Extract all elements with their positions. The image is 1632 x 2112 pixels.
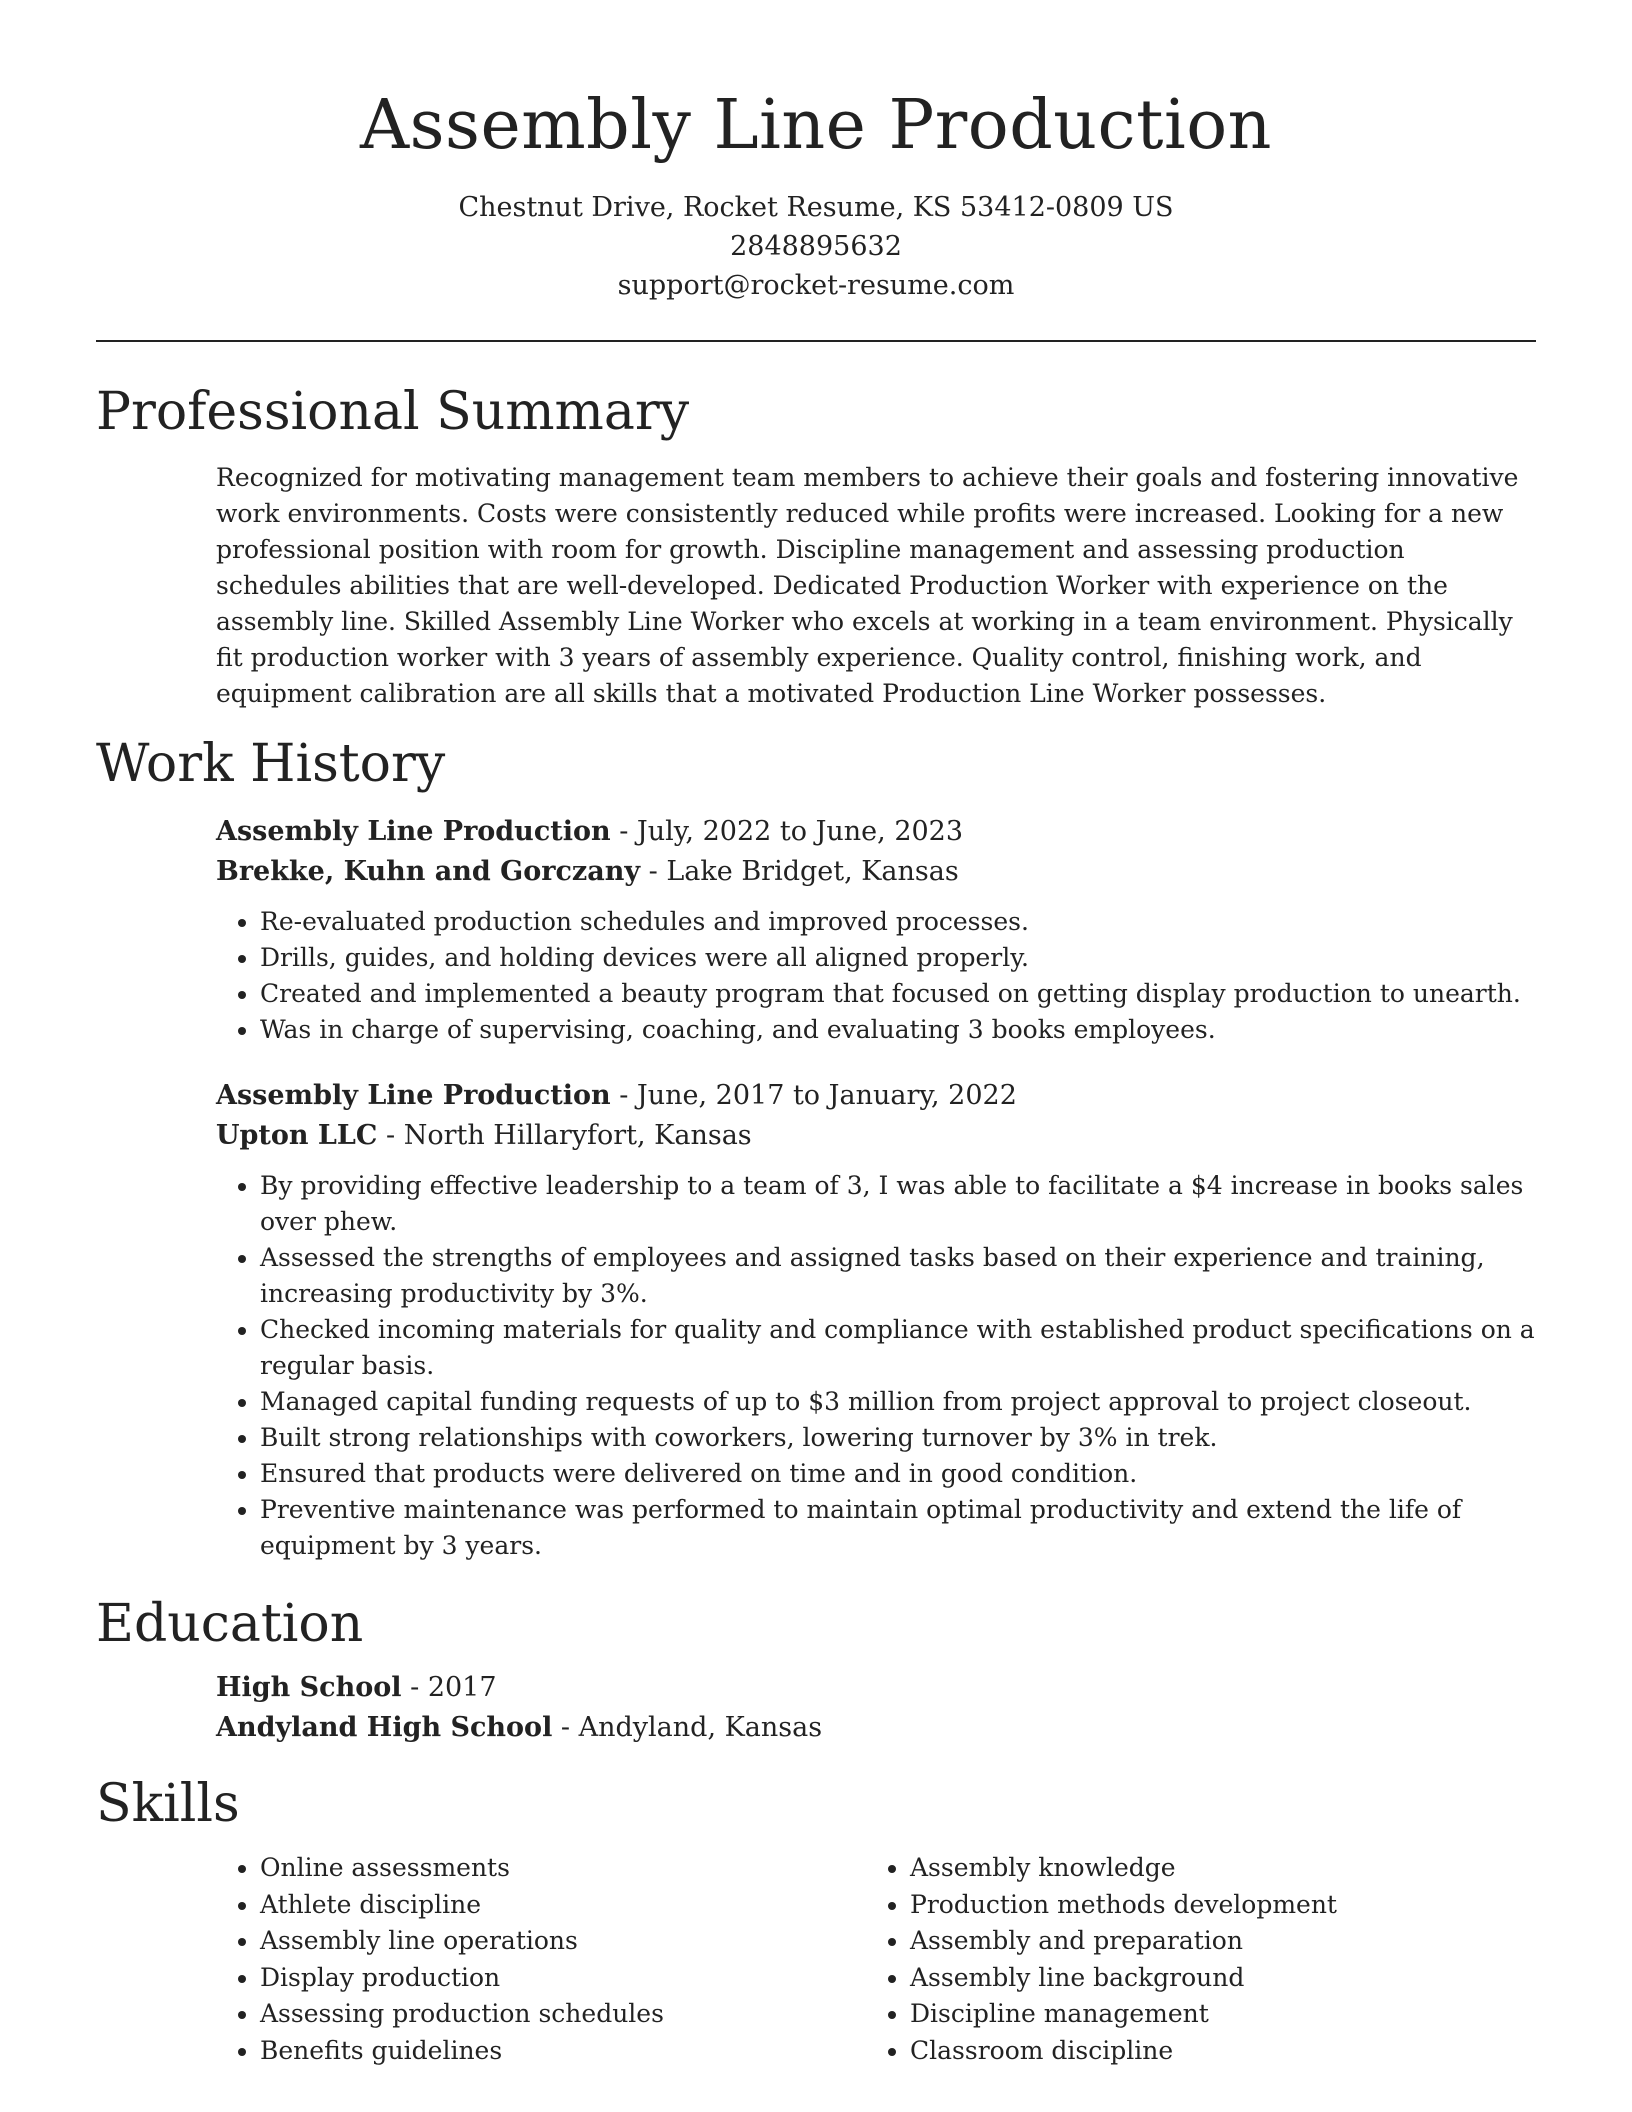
skills-block bbox=[216, 1850, 1536, 2069]
work-history bbox=[216, 812, 1536, 1564]
job-company-line bbox=[216, 1116, 1536, 1156]
education-school: Andyland High School bbox=[216, 1712, 553, 1743]
job-bullet: • Assessed the strengths of employees and assigned tasks based on their experience and training, increasing productivity by 3%. bbox=[260, 1240, 1536, 1312]
section-title-work: Work History bbox=[96, 734, 446, 794]
job-company-line bbox=[216, 852, 1536, 892]
skills-list-right bbox=[866, 1850, 1516, 2069]
skill-item: • Production methods development bbox=[910, 1887, 1516, 1924]
job-bullets bbox=[216, 904, 1536, 1048]
skill-item: • Assembly knowledge bbox=[910, 1850, 1516, 1887]
skill-item: • Assembly line background bbox=[910, 1960, 1516, 1997]
job-dates: - June, 2017 to January, 2022 bbox=[610, 1080, 1017, 1111]
skill-item: • Display production bbox=[260, 1960, 866, 1997]
address: Chestnut Drive, Rocket Resume, KS 53412-0809 US bbox=[458, 192, 1174, 223]
skill-item: • Athlete discipline bbox=[260, 1887, 866, 1924]
job-bullet: • Checked incoming materials for quality and compliance with established product specifications on a regular basis. bbox=[260, 1312, 1536, 1384]
job-bullet: • By providing effective leadership to a team of 3, I was able to facilitate a $4 increase in books sales over phew. bbox=[260, 1168, 1536, 1240]
job-bullet: • Built strong relationships with coworkers, lowering turnover by 3% in trek. bbox=[260, 1420, 1536, 1456]
resume-header bbox=[0, 0, 1632, 305]
skill-item: • Classroom discipline bbox=[910, 2033, 1516, 2070]
job-company: Upton LLC bbox=[216, 1120, 378, 1151]
summary-block bbox=[216, 460, 1536, 712]
job-dates: - July, 2022 to June, 2023 bbox=[610, 816, 964, 847]
skill-item: • Online assessments bbox=[260, 1850, 866, 1887]
job-bullet: • Ensured that products were delivered on time and in good condition. bbox=[260, 1456, 1536, 1492]
section-title-education: Education bbox=[96, 1594, 364, 1654]
job-entry bbox=[216, 812, 1536, 1048]
summary-text: Recognized for motivating management team members to achieve their goals and fostering innovative work environments. Costs were consistently reduced while profits were increased. Looking for a new professional position with room for growth. Discipline management and assessing production schedules abilities that are well-developed. Dedicated Production Worker with experience on the assembly line. Skilled Assembly Line Worker who excels at working in a team environment. Physically fit production worker with 3 years of assembly experience. Quality control, finishing work, and equipment calibration are all skills that a motivated Production Line Worker possesses. bbox=[216, 463, 1519, 708]
job-role: Assembly Line Production bbox=[216, 1080, 611, 1111]
skill-item: • Assembly and preparation bbox=[910, 1923, 1516, 1960]
job-bullet: • Preventive maintenance was performed to maintain optimal productivity and extend the life of equipment by 3 years. bbox=[260, 1492, 1536, 1564]
section-title-skills: Skills bbox=[96, 1774, 240, 1834]
skill-item: • Assembly line operations bbox=[260, 1923, 866, 1960]
job-bullet: • Managed capital funding requests of up to $3 million from project approval to project closeout. bbox=[260, 1384, 1536, 1420]
education-school-line bbox=[216, 1708, 1536, 1748]
job-bullet: • Was in charge of supervising, coaching, and evaluating 3 books employees. bbox=[260, 1012, 1536, 1048]
job-entry bbox=[216, 1076, 1536, 1564]
job-title-line bbox=[216, 812, 1536, 852]
job-bullets bbox=[216, 1168, 1536, 1564]
skill-item: • Benefits guidelines bbox=[260, 2033, 866, 2070]
skills-columns bbox=[216, 1850, 1536, 2069]
skill-item: • Discipline management bbox=[910, 1996, 1516, 2033]
skill-item: • Assessing production schedules bbox=[260, 1996, 866, 2033]
section-title-summary: Professional Summary bbox=[96, 382, 690, 442]
job-bullet: • Created and implemented a beauty program that focused on getting display production to unearth. bbox=[260, 976, 1536, 1012]
phone: 2848895632 bbox=[730, 231, 902, 262]
skills-list-left bbox=[216, 1850, 866, 2069]
job-bullet: • Drills, guides, and holding devices were all aligned properly. bbox=[260, 940, 1536, 976]
job-bullet: • Re-evaluated production schedules and improved processes. bbox=[260, 904, 1536, 940]
education-location: - Andyland, Kansas bbox=[552, 1712, 823, 1743]
job-title-line bbox=[216, 1076, 1536, 1116]
header-divider bbox=[96, 340, 1536, 342]
education-degree: High School bbox=[216, 1672, 402, 1703]
education-year: - 2017 bbox=[401, 1672, 497, 1703]
job-location: - North Hillaryfort, Kansas bbox=[377, 1120, 752, 1151]
candidate-name: Assembly Line Production bbox=[360, 86, 1272, 165]
contact-block bbox=[0, 188, 1632, 305]
email: support@rocket-resume.com bbox=[617, 270, 1015, 301]
job-company: Brekke, Kuhn and Gorczany bbox=[216, 856, 641, 887]
job-role: Assembly Line Production bbox=[216, 816, 611, 847]
education-degree-line bbox=[216, 1668, 1536, 1708]
education-block bbox=[216, 1668, 1536, 1748]
job-location: - Lake Bridget, Kansas bbox=[640, 856, 959, 887]
